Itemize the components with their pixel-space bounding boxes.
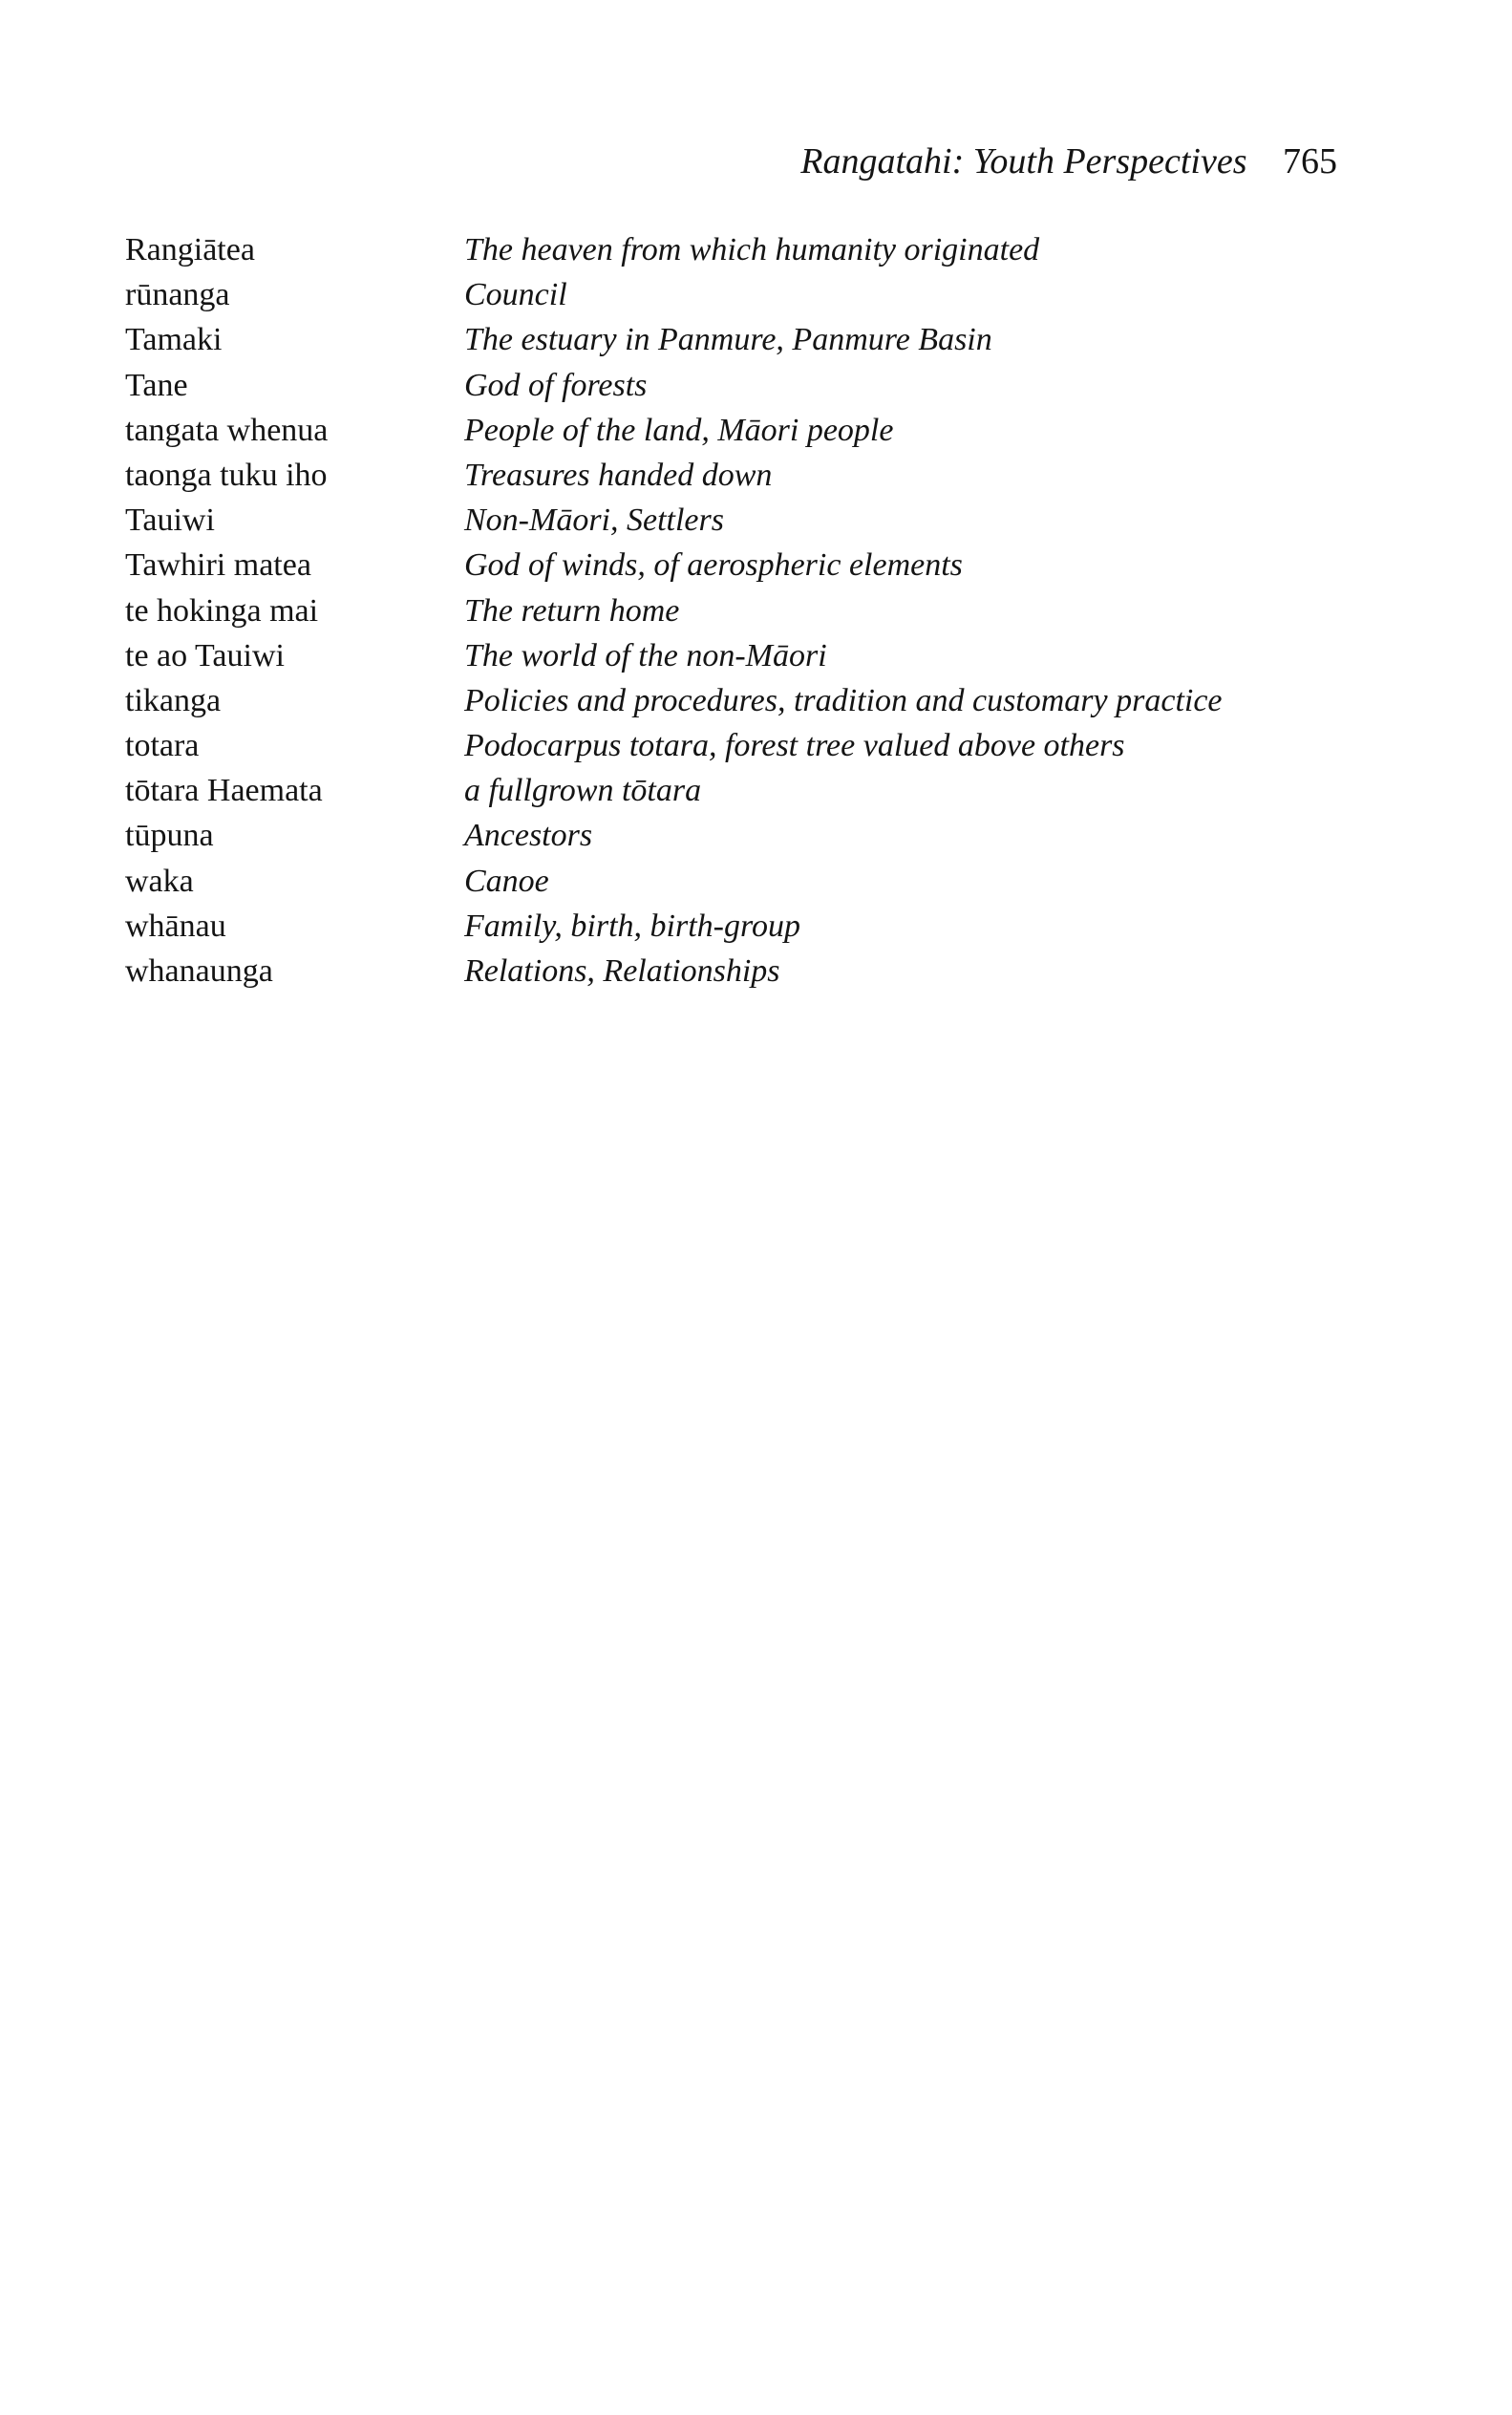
glossary-definition: a fullgrown tōtara: [464, 773, 702, 809]
glossary-term: Rangiātea: [125, 232, 255, 267]
glossary-definition: Non-Māori, Settlers: [464, 502, 724, 539]
glossary-definition: Relations, Relationships: [464, 953, 780, 989]
glossary-definition: Podocarpus totara, forest tree valued above others: [464, 728, 1125, 764]
glossary-row: [125, 638, 1310, 683]
glossary-term: waka: [125, 863, 194, 899]
glossary-row: [125, 368, 1310, 413]
glossary-definition: Family, birth, birth-group: [464, 908, 800, 944]
glossary-row: [125, 413, 1310, 458]
glossary-term: Tauiwi: [125, 502, 215, 539]
glossary-definition: Canoe: [464, 863, 549, 899]
glossary-definition: God of winds, of aerospheric elements: [464, 547, 963, 584]
glossary-definition: People of the land, Māori people: [464, 412, 894, 448]
glossary-definition: Council: [464, 277, 567, 313]
glossary-term: taonga tuku iho: [125, 457, 328, 493]
glossary-row: [125, 864, 1310, 908]
glossary-row: [125, 547, 1310, 592]
glossary-term: te hokinga mai: [125, 592, 319, 629]
glossary-row: [125, 908, 1310, 953]
glossary-row: [125, 322, 1310, 367]
glossary-term: tangata whenua: [125, 412, 329, 448]
glossary-row: [125, 953, 1310, 998]
glossary-definition: God of forests: [464, 367, 648, 403]
glossary-term: Tawhiri matea: [125, 547, 311, 584]
glossary-row: [125, 818, 1310, 863]
glossary-term: whānau: [125, 908, 226, 944]
glossary-row: [125, 683, 1310, 728]
glossary-row: [125, 232, 1310, 277]
glossary-term: whanaunga: [125, 953, 273, 989]
glossary-term: tūpuna: [125, 818, 214, 854]
glossary-definition: Ancestors: [464, 818, 593, 854]
glossary-definition: Treasures handed down: [464, 457, 773, 493]
glossary-definition: The estuary in Panmure, Panmure Basin: [464, 322, 992, 358]
glossary-term: te ao Tauiwi: [125, 637, 285, 673]
glossary-definition: The world of the non-Māori: [464, 637, 827, 673]
glossary-definition: Policies and procedures, tradition and customary practice: [464, 682, 1223, 718]
glossary-definition: The return home: [464, 592, 680, 629]
glossary-term: Tamaki: [125, 322, 223, 358]
glossary-term: Tane: [125, 367, 188, 403]
glossary-definition: The heaven from which humanity originated: [464, 232, 1040, 267]
glossary-term: tikanga: [125, 682, 222, 718]
running-head: [800, 143, 1337, 180]
glossary-row: [125, 593, 1310, 638]
glossary-list: [125, 232, 1310, 998]
glossary-row: [125, 502, 1310, 547]
glossary-row: [125, 458, 1310, 502]
running-title: Rangatahi: Youth Perspectives: [800, 141, 1247, 182]
glossary-term: totara: [125, 728, 200, 764]
glossary-term: tōtara Haemata: [125, 773, 323, 809]
glossary-term: rūnanga: [125, 277, 230, 313]
glossary-row: [125, 728, 1310, 773]
page-number: 765: [1283, 141, 1337, 182]
glossary-row: [125, 773, 1310, 818]
glossary-row: [125, 277, 1310, 322]
